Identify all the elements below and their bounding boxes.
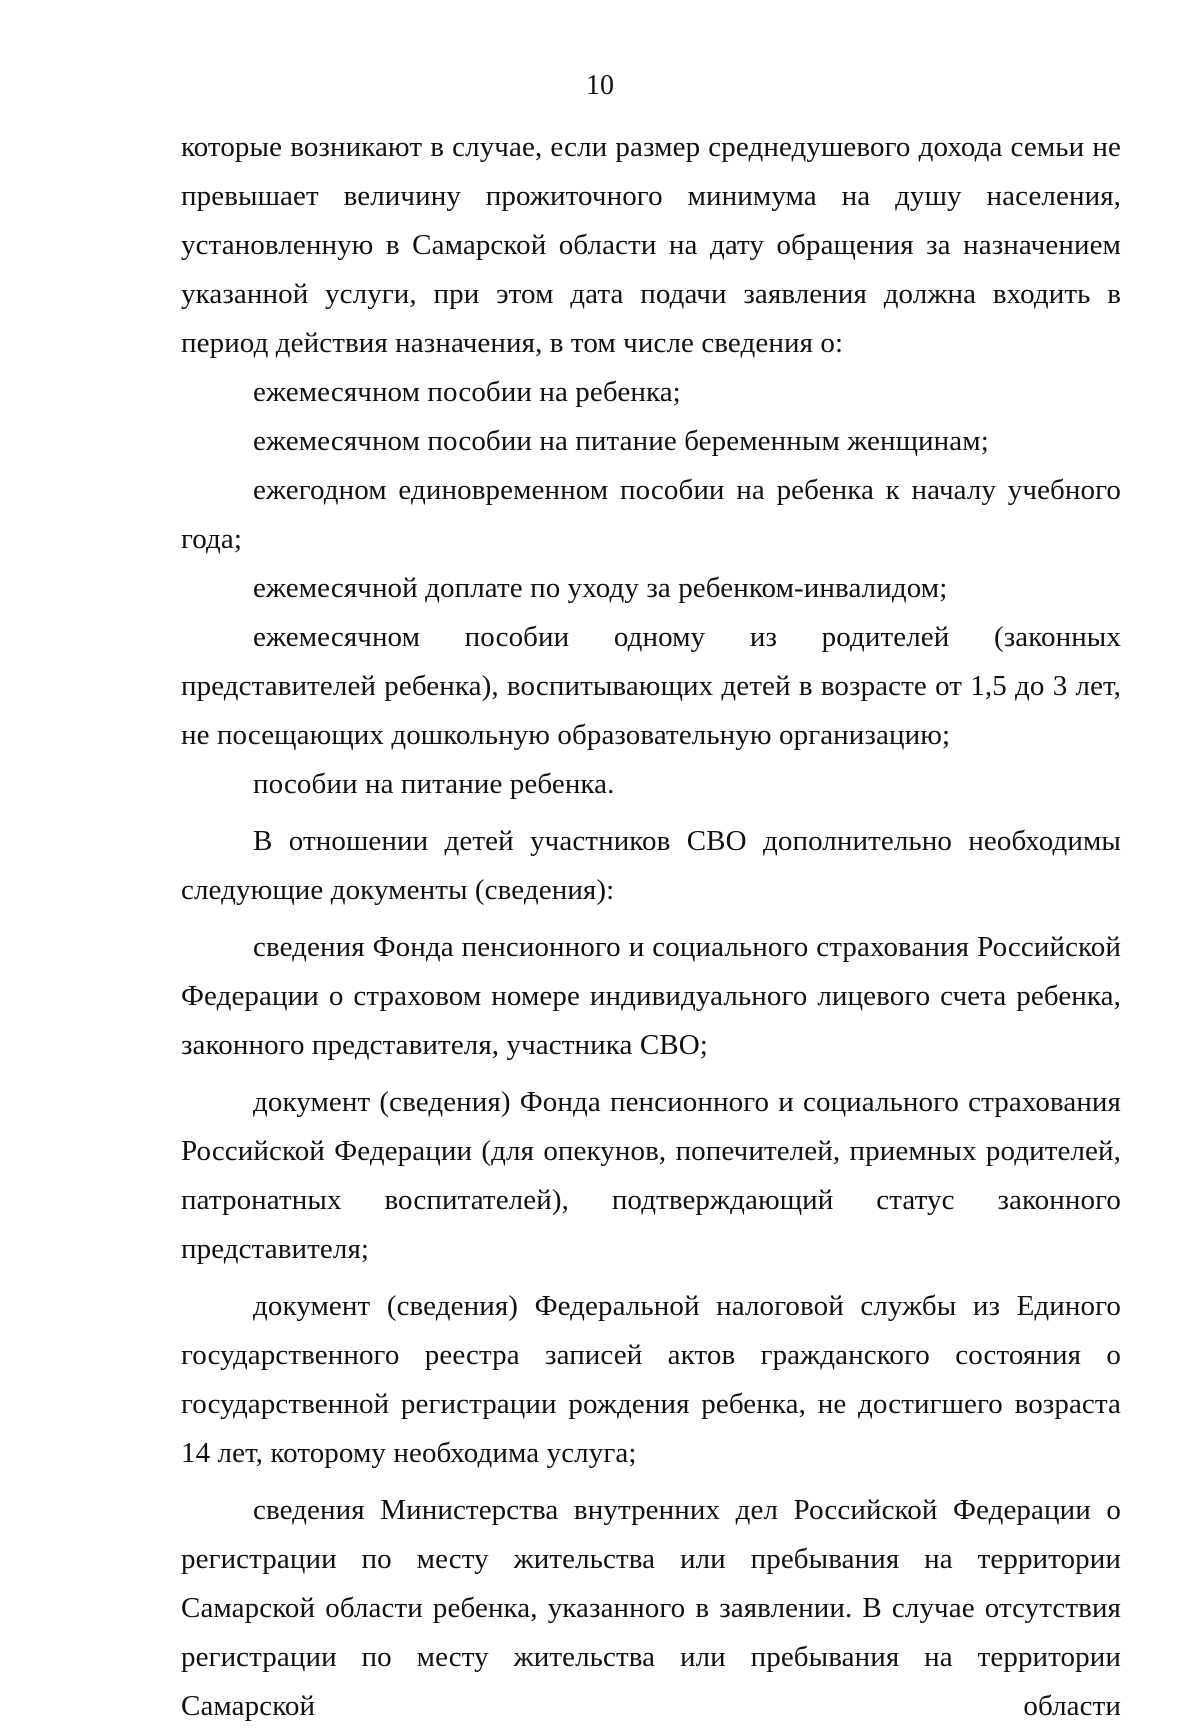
- list-item-school-year-benefit: ежегодном единовременном пособии на ребенка к началу учебного года;: [181, 474, 1121, 555]
- paragraph-tax-service-birth-registration: документ (сведения) Федеральной налоговой службы из Единого государственного реестра записей актов гражданского состояния о государственной регистрации рождения ребенка, не достигшего возраста 14 лет, которому необходима услуга;: [181, 1290, 1121, 1469]
- list-item-monthly-child-benefit: ежемесячном пособии на ребенка;: [253, 376, 681, 408]
- paragraph-pension-fund-guardian-status: документ (сведения) Фонда пенсионного и социального страхования Российской Федерации (для опекунов, попечителей, приемных родителей, патронатных воспитателей), подтверждающий статус законного представителя;: [181, 1086, 1121, 1265]
- list-item-parent-benefit-1-5-to-3: ежемесячном пособии одному из родителей (законных представителей ребенка), воспитывающих детей в возрасте от 1,5 до 3 лет, не посещающих дошкольную образовательную организацию;: [181, 621, 1121, 751]
- list-item-disabled-child-care-supplement: ежемесячной доплате по уходу за ребенком-инвалидом;: [253, 572, 948, 604]
- document-body: [181, 123, 1121, 1731]
- paragraph-pension-fund-snils: сведения Фонда пенсионного и социального страхования Российской Федерации о страховом номере индивидуального лицевого счета ребенка, законного представителя, участника СВО;: [181, 931, 1121, 1061]
- page-number: 10: [586, 70, 614, 101]
- paragraph-interior-ministry-registration: сведения Министерства внутренних дел Российской Федерации о регистрации по месту жительства или пребывания на территории Самарской области ребенка, указанного в заявлении. В случае отсутствия регистрации по месту жительства или пребывания на территории Самарской области: [181, 1494, 1121, 1722]
- list-item-pregnant-nutrition-benefit: ежемесячном пособии на питание беременным женщинам;: [253, 425, 989, 457]
- list-item-child-nutrition-benefit: пособии на питание ребенка.: [253, 768, 615, 800]
- paragraph-svo-children-documents: В отношении детей участников СВО дополнительно необходимы следующие документы (сведения):: [181, 825, 1121, 906]
- paragraph-intro-continuation: которые возникают в случае, если размер среднедушевого дохода семьи не превышает величину прожиточного минимума на душу населения, установленную в Самарской области на дату обращения за назначением указанной услуги, при этом дата подачи заявления должна входить в период действия назначения, в том числе сведения о:: [181, 131, 1121, 359]
